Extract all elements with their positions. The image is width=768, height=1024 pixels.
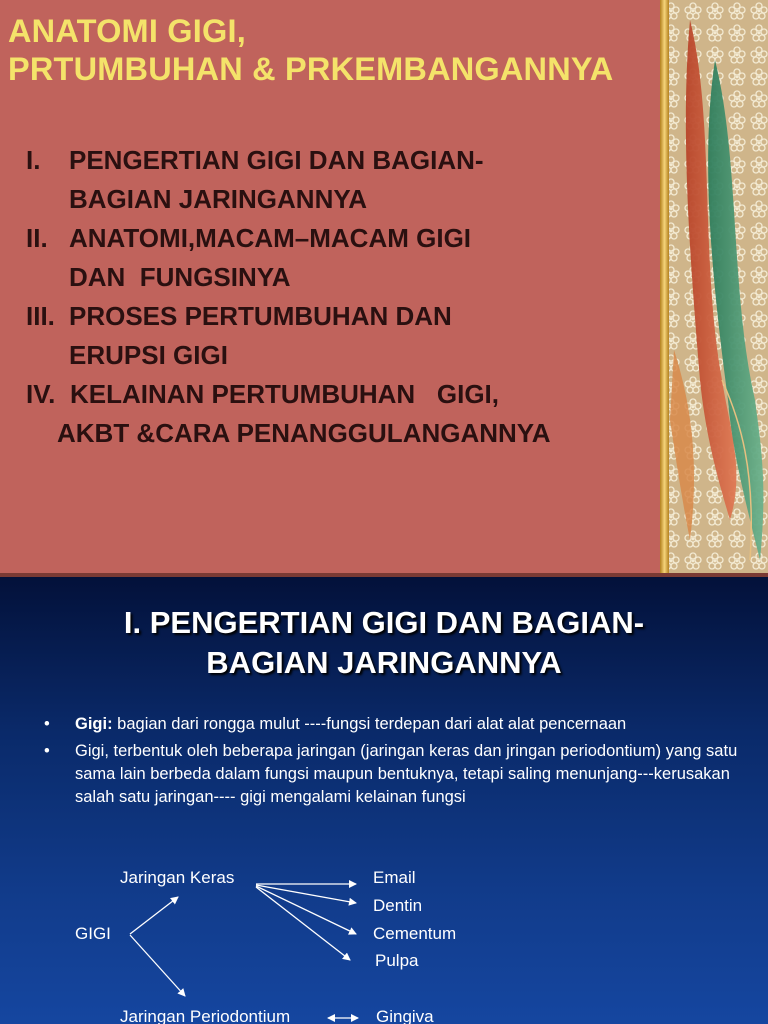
outline-item-number: IV. bbox=[26, 379, 56, 409]
diagram-label-cementum: Cementum bbox=[373, 924, 457, 943]
diagram-label-dentin: Dentin bbox=[373, 896, 423, 915]
outline-item-number: I. bbox=[26, 145, 41, 175]
arrow-to-dentin bbox=[256, 885, 356, 903]
outline-item bbox=[26, 141, 656, 219]
bullet-text: Gigi, terbentuk oleh beberapa jaringan (jaringan keras dan jringan periodontium) yang satu sama lain berbeda dalam fungsi maupun bentuknya, tetapi saling menunjang---kerusakan salah satu jaringan---- gigi mengalami kelainan fungsi bbox=[75, 742, 738, 806]
decorative-floral-strip bbox=[660, 0, 768, 577]
outline-item-text-continued: BAGIAN JARINGANNYA bbox=[69, 184, 368, 214]
outline-item-text-continued: ERUPSI GIGI bbox=[69, 340, 228, 370]
diagram-label-gigi: GIGI bbox=[75, 924, 111, 943]
slide-2-title-line-1: I. PENGERTIAN GIGI DAN BAGIAN- bbox=[123, 605, 645, 640]
bullet-text: bagian dari rongga mulut ----fungsi terdepan dari alat alat pencernaan bbox=[112, 715, 627, 733]
outline-item-number: II. bbox=[26, 223, 48, 253]
bullet-term: Gigi: bbox=[75, 715, 113, 733]
slide-2 bbox=[0, 577, 768, 1024]
slide-1-title bbox=[8, 12, 658, 88]
diagram-label-gingiva: Gingiva bbox=[376, 1007, 434, 1024]
outline-item-text-continued: AKBT &CARA PENANGGULANGANNYA bbox=[57, 418, 551, 448]
arrow-to-pulpa bbox=[256, 887, 350, 960]
slide-2-title-line-2: BAGIAN JARINGANNYA bbox=[206, 645, 562, 680]
outline-item-number: III. bbox=[26, 301, 55, 331]
outline-list bbox=[26, 141, 656, 453]
outline-item-text: KELAINAN PERTUMBUHAN GIGI, bbox=[70, 379, 499, 409]
slide-1-title-line-2: PRTUMBUHAN & PRKEMBANGANNYA bbox=[8, 51, 614, 87]
outline-item bbox=[26, 219, 656, 297]
outline-item-text: PENGERTIAN GIGI DAN BAGIAN- bbox=[69, 145, 484, 175]
slide-1-content-panel bbox=[0, 0, 660, 573]
bullet-icon: • bbox=[44, 742, 50, 760]
diagram-label-jaringan-periodontium: Jaringan Periodontium bbox=[120, 1007, 291, 1024]
arrow-gigi-to-jaringan-keras bbox=[130, 897, 178, 934]
diagram-label-email: Email bbox=[373, 868, 416, 887]
slide-1-title-line-1: ANATOMI GIGI, bbox=[8, 13, 246, 49]
outline-item bbox=[26, 375, 656, 453]
diagram-label-jaringan-keras: Jaringan Keras bbox=[120, 868, 235, 887]
outline-item bbox=[26, 297, 656, 375]
arrow-gigi-to-jaringan-periodontium bbox=[130, 935, 185, 996]
outline-item-text: PROSES PERTUMBUHAN DAN bbox=[69, 301, 452, 331]
arrow-to-cementum bbox=[256, 886, 356, 934]
diagram-label-pulpa: Pulpa bbox=[375, 951, 419, 970]
outline-item-text: ANATOMI,MACAM–MACAM GIGI bbox=[69, 223, 472, 253]
outline-item-text-continued: DAN FUNGSINYA bbox=[69, 262, 291, 292]
bullet-icon: • bbox=[44, 715, 50, 733]
